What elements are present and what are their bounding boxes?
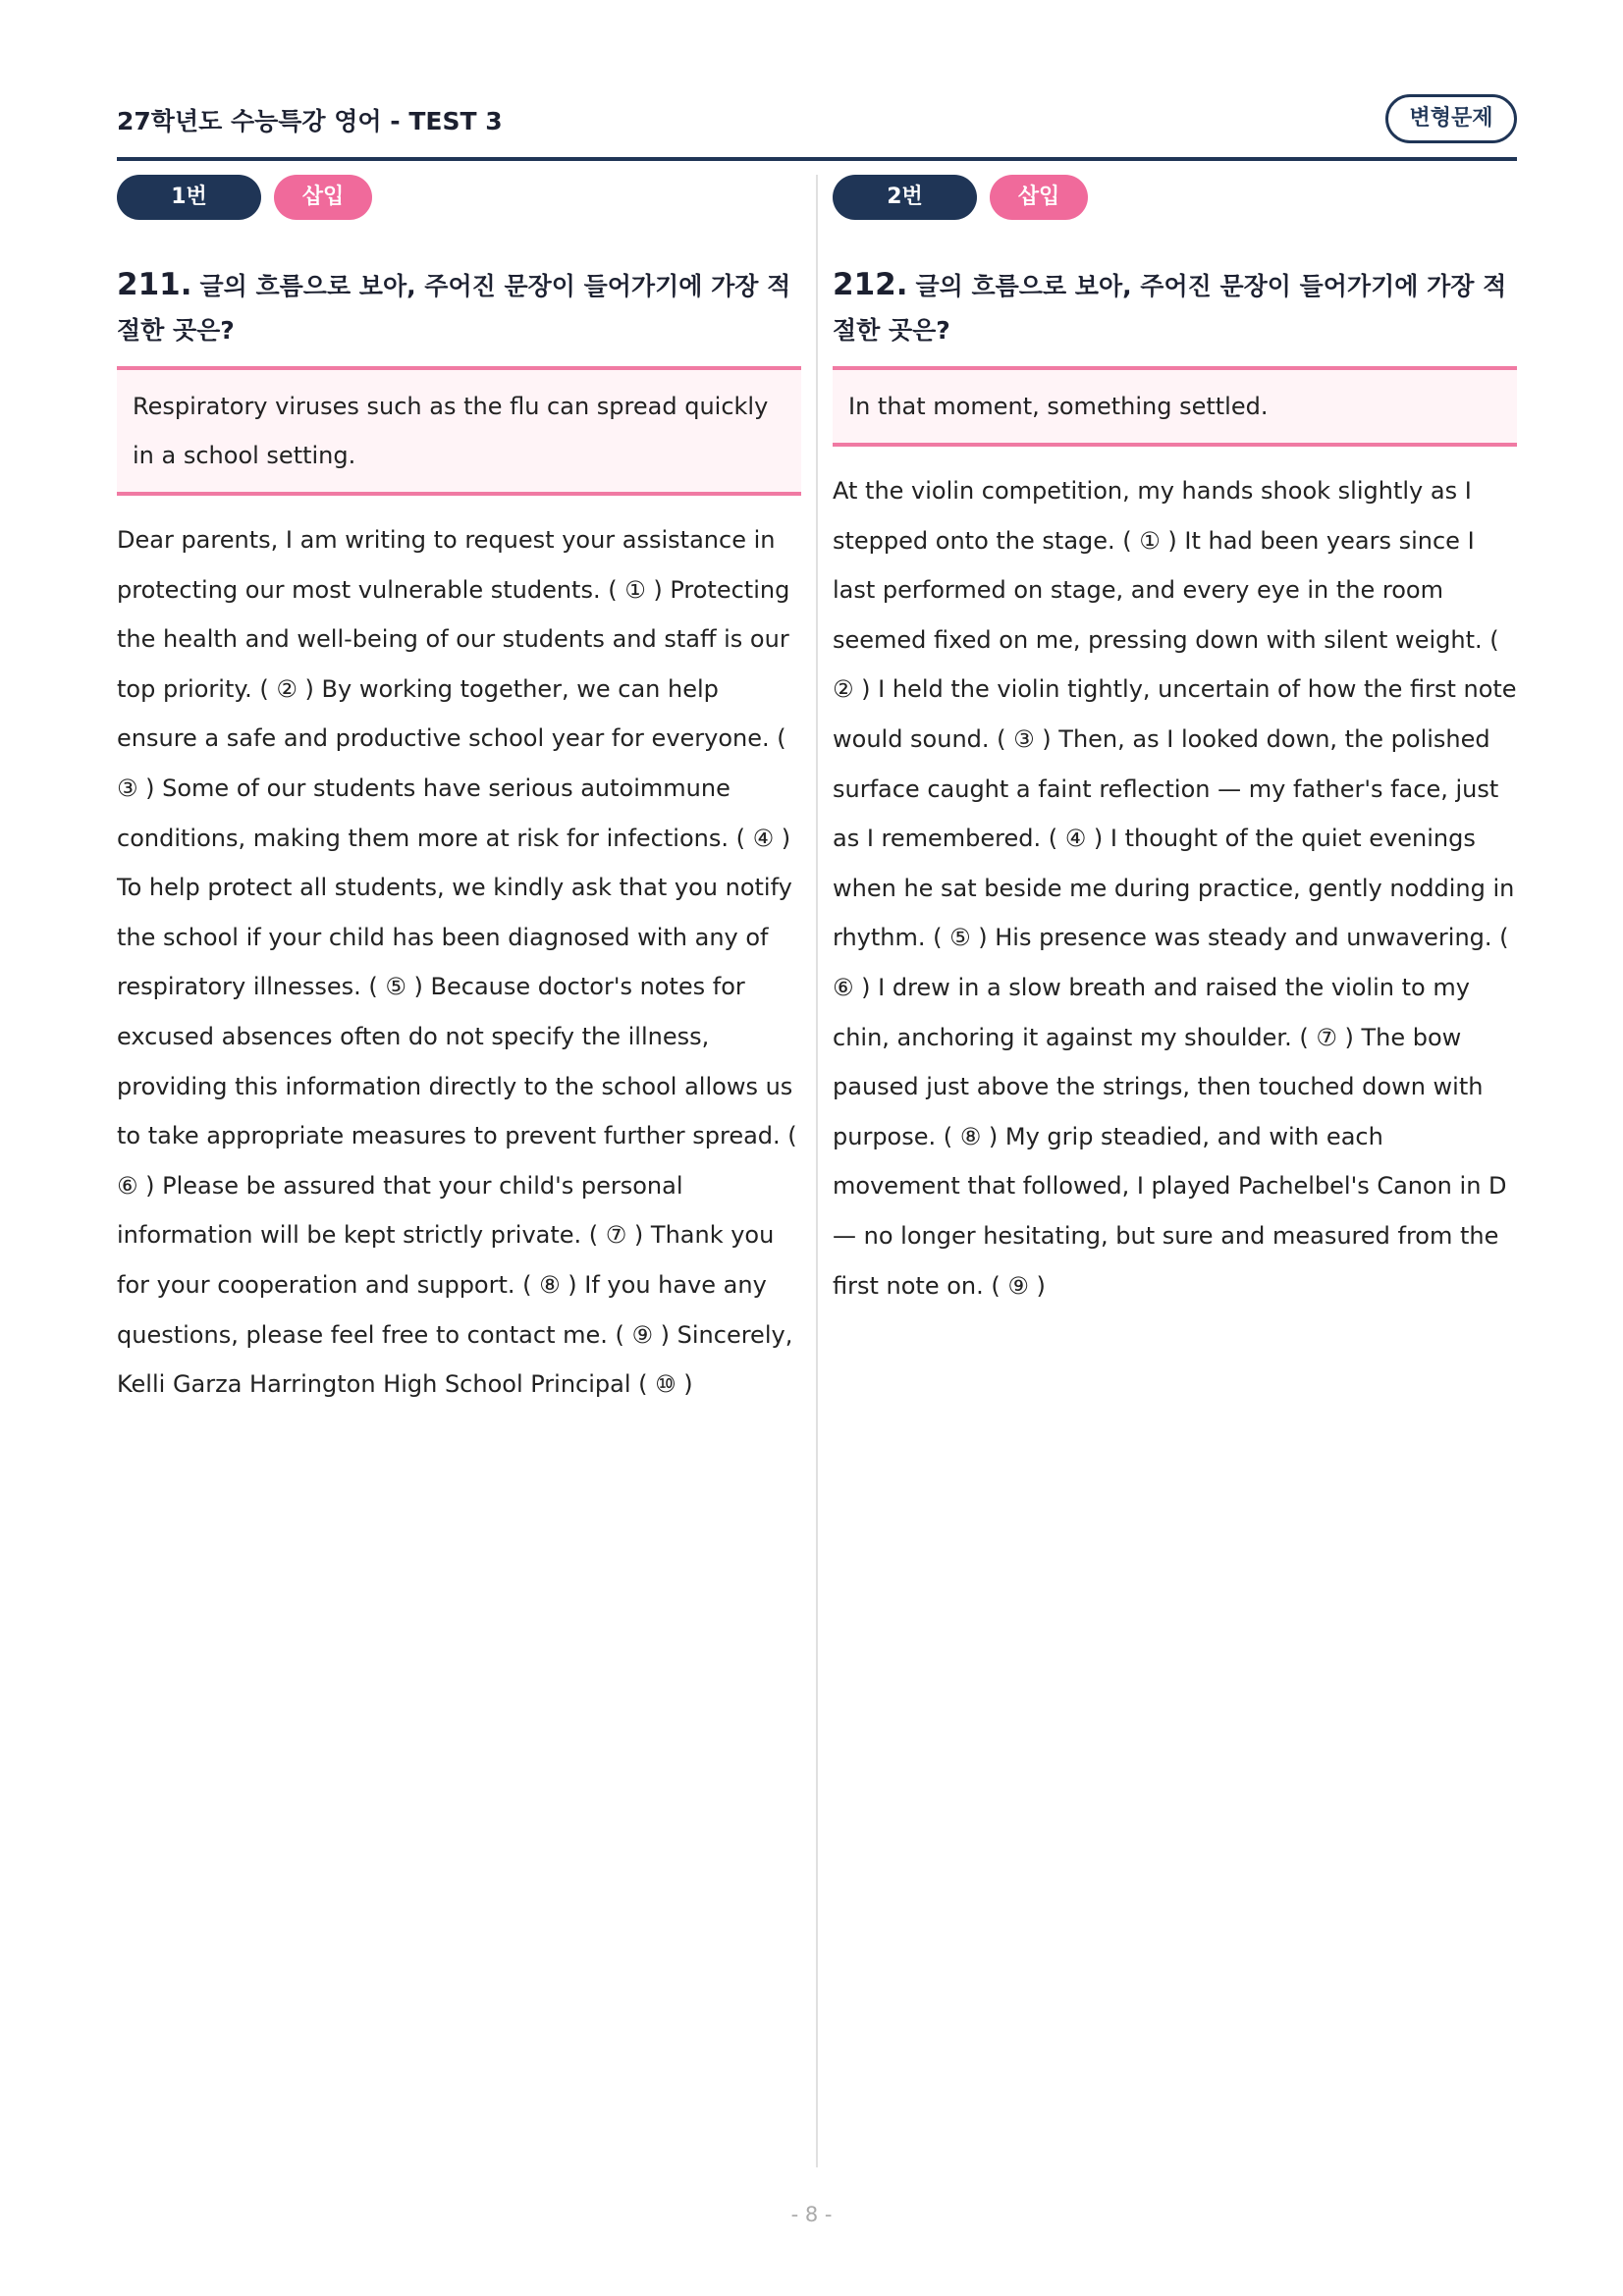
question-heading — [117, 263, 801, 352]
question-heading — [833, 263, 1517, 352]
question-column-right — [833, 175, 1517, 1310]
question-tags — [833, 175, 1517, 222]
question-prompt: 글의 흐름으로 보아, 주어진 문장이 들어가기에 가장 적절한 곳은? — [833, 272, 1507, 345]
question-tags — [117, 175, 801, 222]
question-type-tag: 삽입 — [274, 175, 372, 220]
passage-text: At the violin competition, my hands shook slightly as I stepped onto the stage. ( ① ) It had been years since I last performed on stage, and every eye in the room seemed fixed on me, pressing down with silent weight. ( ② ) I held the violin tightly, uncertain of how the first note would sound. ( ③ ) Then, as I looked down, the polished surface caught a faint reflection — my father's face, just as I remembered. ( ④ ) I thought of the quiet evenings when he sat beside me during practice, gently nodding in rhythm. ( ⑤ ) His presence was steady and unwavering. ( ⑥ ) I drew in a slow breath and raised the violin to my chin, anchoring it against my shoulder. ( ⑦ ) The bow paused just above the strings, then touched down with purpose. ( ⑧ ) My grip steadied, and with each movement that followed, I played Pachelbel's Canon in D — no longer hesitating, but sure and measured from the first note on. ( ⑨ ) — [833, 477, 1517, 1300]
given-sentence-box — [117, 366, 801, 496]
question-prompt: 글의 흐름으로 보아, 주어진 문장이 들어가기에 가장 적절한 곳은? — [117, 272, 791, 345]
passage-text: Dear parents, I am writing to request your assistance in protecting our most vulnerable students. ( ① ) Protecting the health and well-being of our students and staff is our top priority. ( ② ) By working together, we can help ensure a safe and productive school year for everyone. ( ③ ) Some of our students have serious autoimmune conditions, making them more at risk for infections. ( ④ ) To help protect all students, we kindly ask that you notify the school if your child has been diagnosed with any of respiratory illnesses. ( ⑤ ) Because doctor's notes for excused absences often do not specify the illness, providing this information directly to the school allows us to take appropriate measures to prevent further spread. ( ⑥ ) Please be assured that your child's personal information will be kept strictly private. ( ⑦ ) Thank you for your cooperation and support. ( ⑧ ) If you have any questions, please feel free to contact me. ( ⑨ ) Sincerely, Kelli Garza Harrington High School Principal ( ⑩ ) — [117, 526, 797, 1399]
page-header — [117, 94, 1517, 161]
question-type-tag: 삽입 — [990, 175, 1088, 220]
question-number-tag: 1번 — [117, 175, 261, 220]
page-title: 27학년도 수능특강 영어 - TEST 3 — [117, 107, 503, 135]
question-number: 211. — [117, 267, 192, 302]
question-number-tag: 2번 — [833, 175, 977, 220]
given-sentence-box — [833, 366, 1517, 447]
question-column-left — [117, 175, 801, 1410]
column-divider — [816, 175, 818, 2167]
question-number: 212. — [833, 267, 908, 302]
given-sentence: In that moment, something settled. — [848, 393, 1269, 420]
given-sentence: Respiratory viruses such as the flu can spread quickly in a school setting. — [133, 393, 769, 469]
page-number: - 8 - — [790, 2203, 833, 2226]
variant-badge: 변형문제 — [1385, 94, 1517, 143]
